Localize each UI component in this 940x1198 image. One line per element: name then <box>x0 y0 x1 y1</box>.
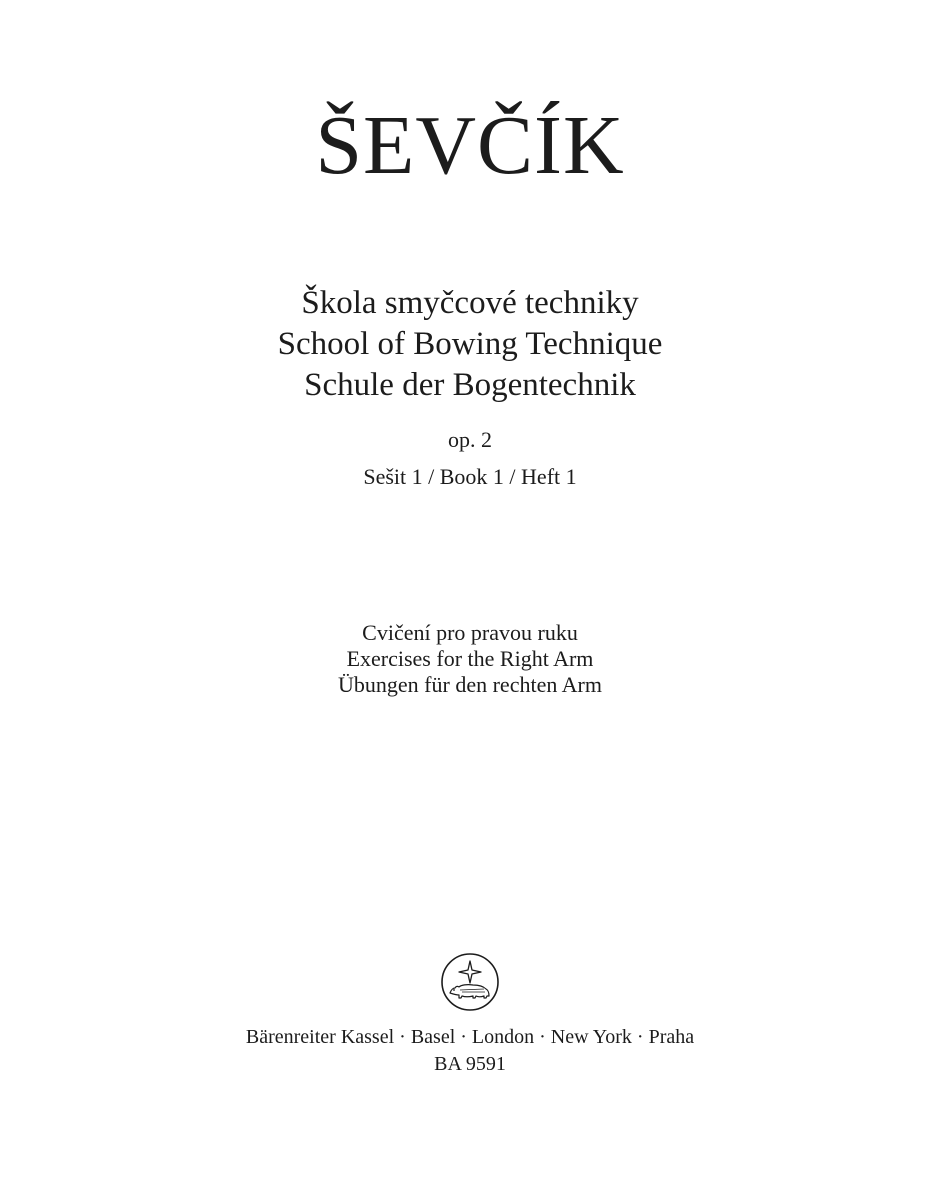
catalog-number: BA 9591 <box>434 1053 506 1075</box>
book-number: Sešit 1 / Book 1 / Heft 1 <box>363 464 577 489</box>
publisher-cities: Bärenreiter Kassel · Basel · London · New York · Praha <box>245 1026 695 1048</box>
opus-number: op. 2 <box>448 427 492 452</box>
baerenreiter-bear-star-icon <box>440 952 500 1012</box>
title-english: School of Bowing Technique <box>277 326 663 362</box>
subtitle-czech: Cvičení pro pravou ruku <box>362 620 578 645</box>
title-german: Schule der Bogentechnik <box>304 367 636 403</box>
composer-name: ŠEVČÍK <box>315 99 625 192</box>
subtitle-german: Übungen für den rechten Arm <box>338 672 602 697</box>
subtitle-english: Exercises for the Right Arm <box>346 646 594 671</box>
title-czech: Škola smyčcové techniky <box>301 285 639 321</box>
